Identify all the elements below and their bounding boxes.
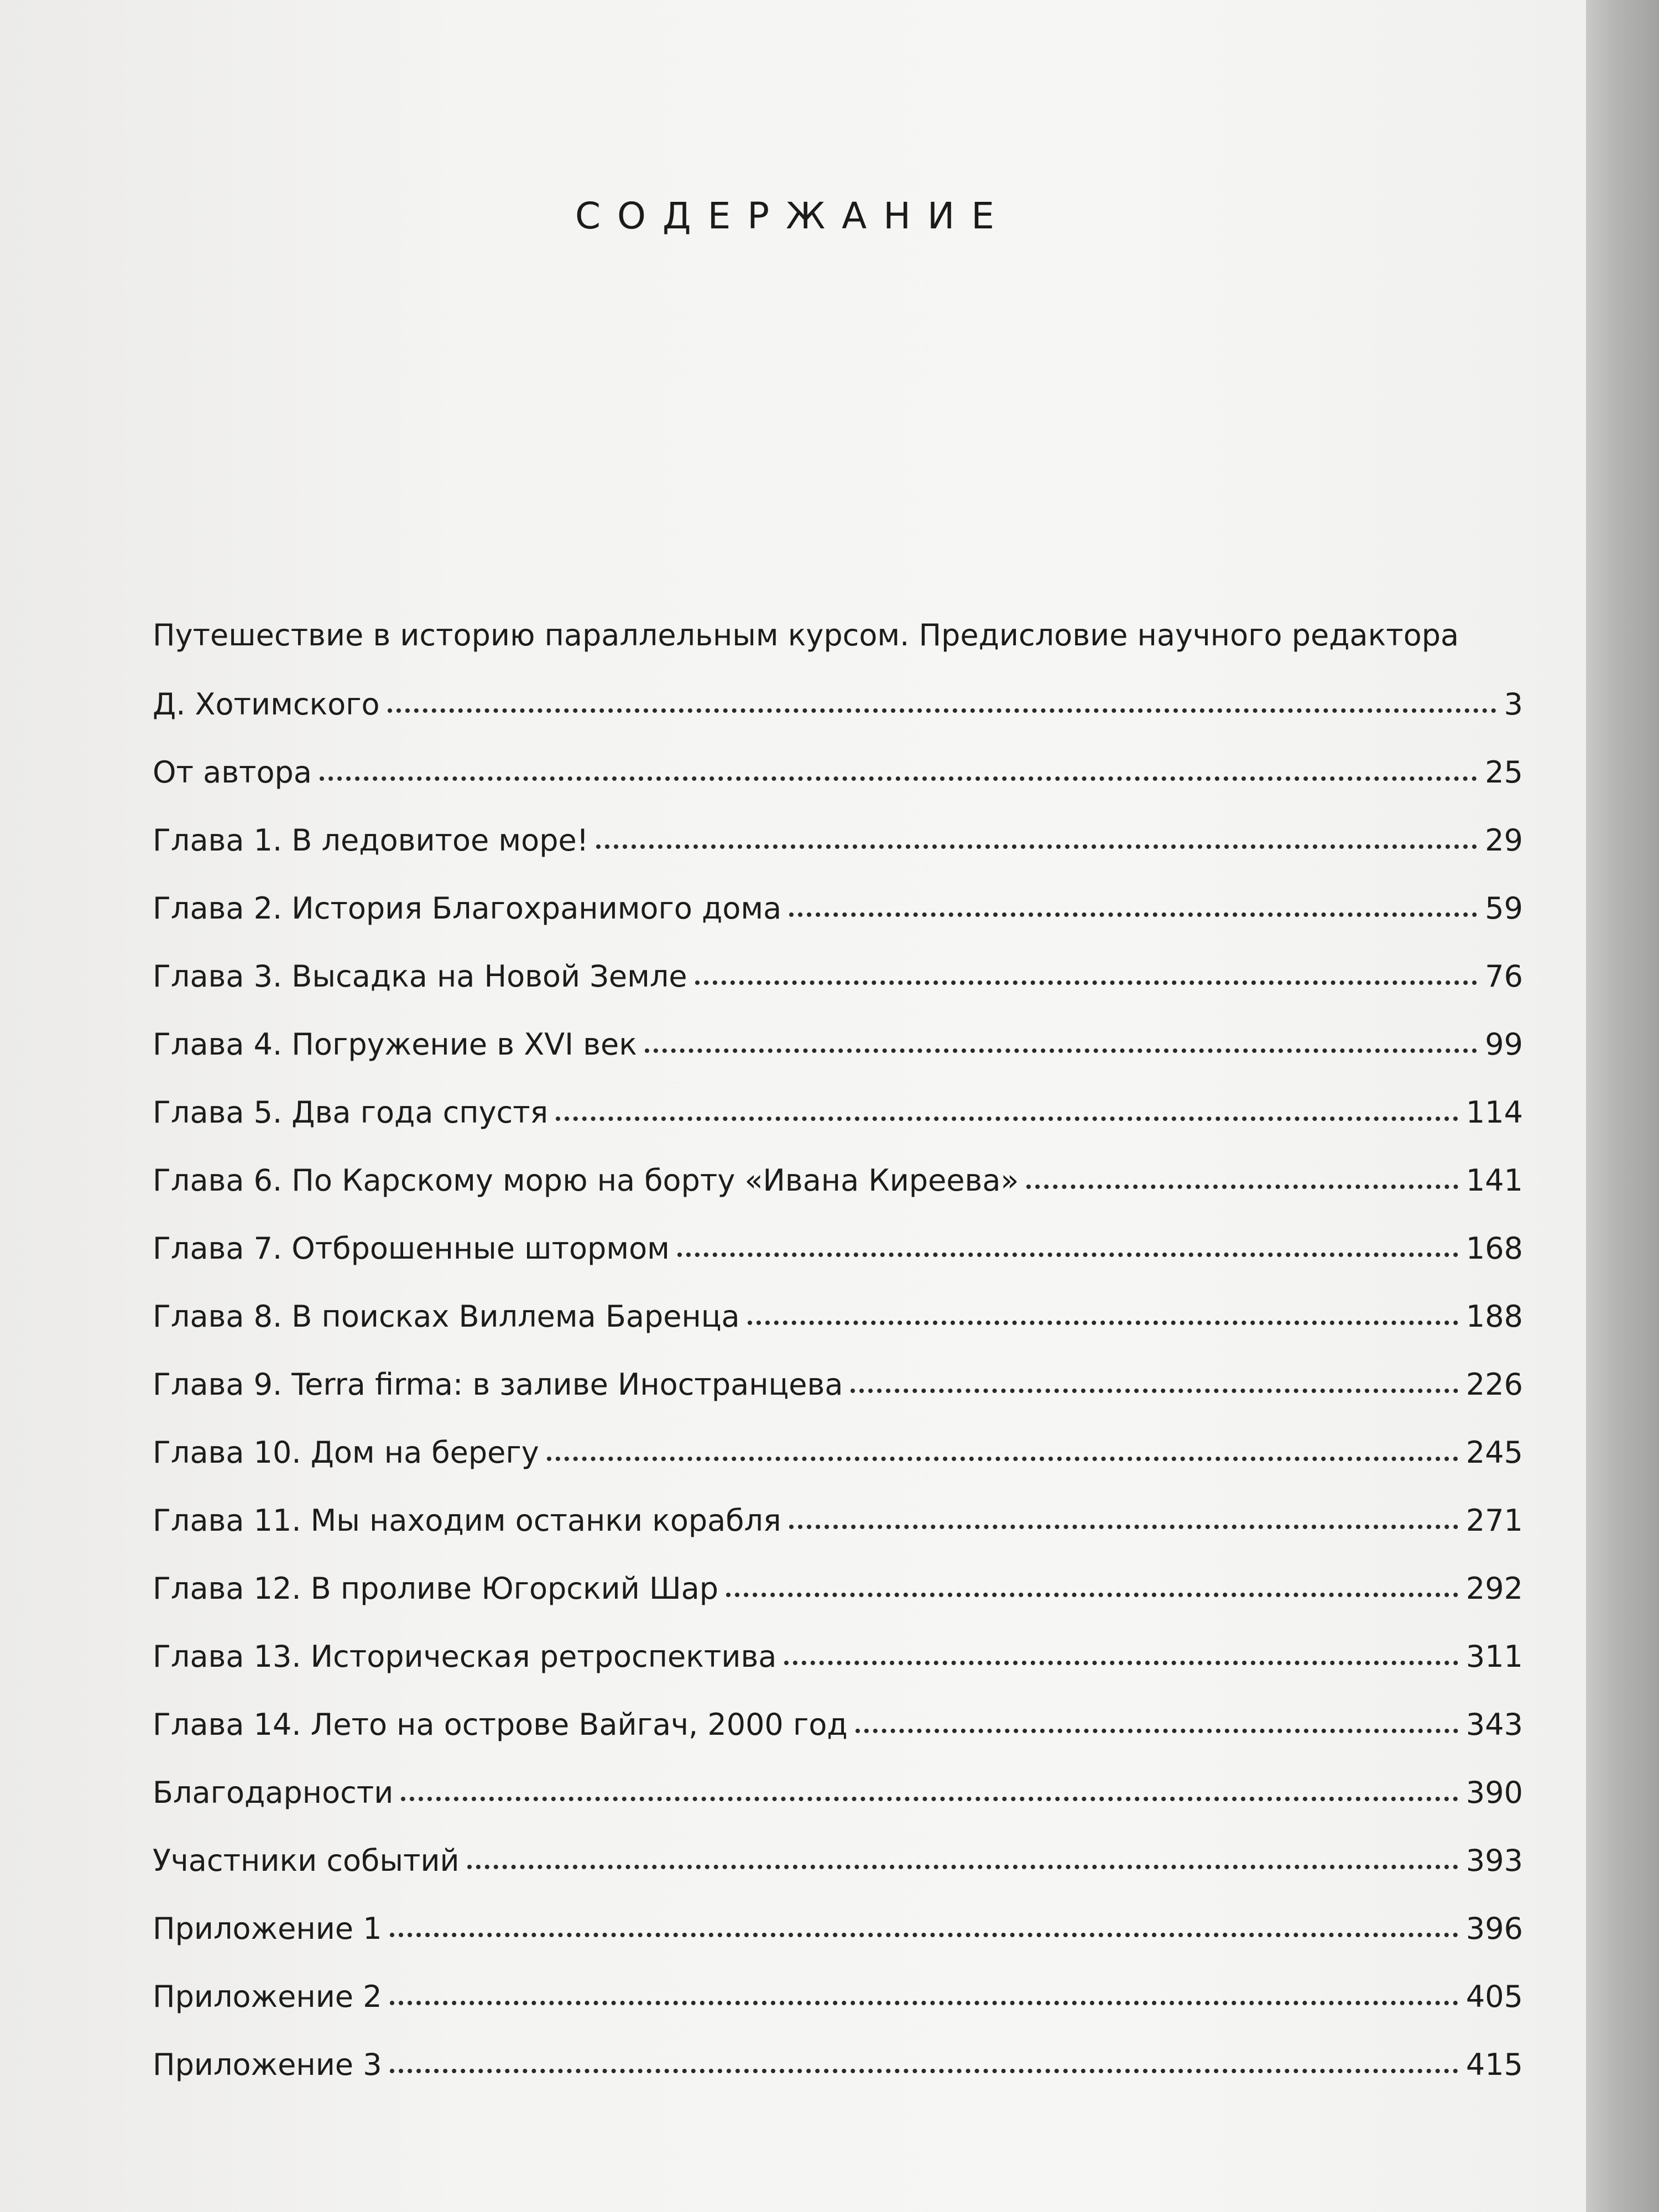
toc-entry-label: Глава 8. В поисках Виллема Баренца [153,1298,740,1334]
toc-entry-page: 76 [1485,958,1523,994]
toc-entry-label: Глава 9. Terra firma: в заливе Иностранцева [153,1366,843,1402]
toc-entry-from-author [153,739,1523,789]
toc-entry-label: Глава 10. Дом на берегу [153,1434,539,1470]
leader-dots [645,1048,1477,1053]
toc-entry-page: 99 [1485,1026,1523,1062]
leader-dots [851,1389,1458,1393]
toc-entry-chapter-10 [153,1419,1523,1469]
toc-entry-page: 29 [1485,822,1523,858]
toc-entry-page: 226 [1465,1366,1523,1402]
leader-dots [388,708,1496,713]
toc-entry-label: Глава 7. Отброшенные штормом [153,1230,670,1266]
leader-dots [748,1321,1458,1325]
leader-dots [855,1729,1458,1733]
toc-entry-chapter-12 [153,1555,1523,1605]
toc-entry-chapter-5 [153,1079,1523,1129]
toc-entry-label: Глава 14. Лето на острове Вайгач, 2000 год [153,1707,848,1742]
toc-entry-chapter-8 [153,1283,1523,1333]
toc-entry-page: 141 [1465,1162,1523,1198]
toc-entry-label: Глава 12. В проливе Югорский Шар [153,1571,719,1606]
toc-entry-label: Приложение 1 [153,1911,382,1946]
leader-dots [390,1933,1458,1937]
toc-entry-chapter-2 [153,875,1523,925]
leader-dots [695,980,1478,985]
leader-dots [784,1661,1458,1665]
toc-entry-acknowledgements [153,1759,1523,1809]
toc-entry-chapter-13 [153,1623,1523,1673]
leader-dots [596,844,1477,849]
toc-entry-page: 59 [1485,890,1523,926]
leader-dots [467,1865,1458,1869]
toc-entry-page: 393 [1465,1843,1523,1878]
leader-dots [320,776,1477,781]
toc-entry-chapter-7 [153,1215,1523,1265]
leader-dots [789,912,1477,917]
leader-dots [677,1253,1458,1257]
leader-dots [390,2069,1458,2073]
toc-entry-label: Участники событий [153,1843,460,1878]
toc-entry-label: Глава 11. Мы находим останки корабля [153,1503,781,1538]
toc-entry-page: 405 [1465,1979,1523,2014]
leader-dots [390,2001,1458,2005]
toc-entry-chapter-11 [153,1487,1523,1537]
toc-entry-page: 343 [1465,1707,1523,1742]
toc-entry-chapter-3 [153,943,1523,993]
toc-entry-label: Благодарности [153,1775,394,1810]
leader-dots [556,1117,1458,1121]
toc-entry-page: 292 [1465,1571,1523,1606]
toc-entry-page: 114 [1465,1094,1523,1130]
toc-entry-label: Глава 1. В ледовитое море! [153,822,589,858]
leader-dots [726,1593,1458,1597]
toc-entry-page: 271 [1465,1503,1523,1538]
page-title: СОДЕРЖАНИЕ [575,195,1011,237]
toc-entry-participants [153,1827,1523,1877]
toc-entry-page: 168 [1465,1230,1523,1266]
toc-entry-preface-line1 [153,602,1523,651]
toc-entry-label: Д. Хотимского [153,686,380,722]
toc-entry-appendix-1 [153,1895,1523,1945]
toc-entry-page: 3 [1504,686,1523,722]
toc-entry-chapter-6 [153,1147,1523,1197]
leader-dots [547,1457,1458,1461]
toc-entry-page: 311 [1465,1639,1523,1674]
toc-entry-label: Глава 13. Историческая ретроспектива [153,1639,777,1674]
toc-entry-label: Глава 4. Погружение в XVI век [153,1026,637,1062]
toc-entry-label: Глава 3. Высадка на Новой Земле [153,958,687,994]
toc-entry-label: Путешествие в историю параллельным курсом. Предисловие научного редактора [153,617,1459,653]
leader-dots [401,1797,1458,1801]
toc-entry-label: Глава 2. История Благохранимого дома [153,890,782,926]
toc-entry-label: Приложение 3 [153,2047,382,2082]
toc-entry-page: 245 [1465,1434,1523,1470]
toc-entry-page: 188 [1465,1298,1523,1334]
toc-entry-label: Приложение 2 [153,1979,382,2014]
leader-dots [1026,1185,1458,1189]
toc-entry-label: Глава 5. Два года спустя [153,1094,549,1130]
toc-entry-chapter-9 [153,1351,1523,1401]
toc-entry-page: 25 [1485,754,1523,790]
toc-entry-appendix-2 [153,1963,1523,2013]
toc-entry-page: 390 [1465,1775,1523,1810]
toc-entry-label: От автора [153,754,312,790]
toc-entry-label: Глава 6. По Карскому морю на борту «Ивана Киреева» [153,1162,1019,1198]
toc-entry-page: 415 [1465,2047,1523,2082]
page-edge [1586,0,1659,2212]
leader-dots [789,1525,1458,1529]
toc-entry-appendix-3 [153,2031,1523,2081]
toc-entry-page: 396 [1465,1911,1523,1946]
toc-entry-chapter-4 [153,1011,1523,1061]
toc-entry-chapter-14 [153,1691,1523,1741]
toc-entry-chapter-1 [153,807,1523,857]
toc-entry-preface-line2 [153,671,1523,721]
